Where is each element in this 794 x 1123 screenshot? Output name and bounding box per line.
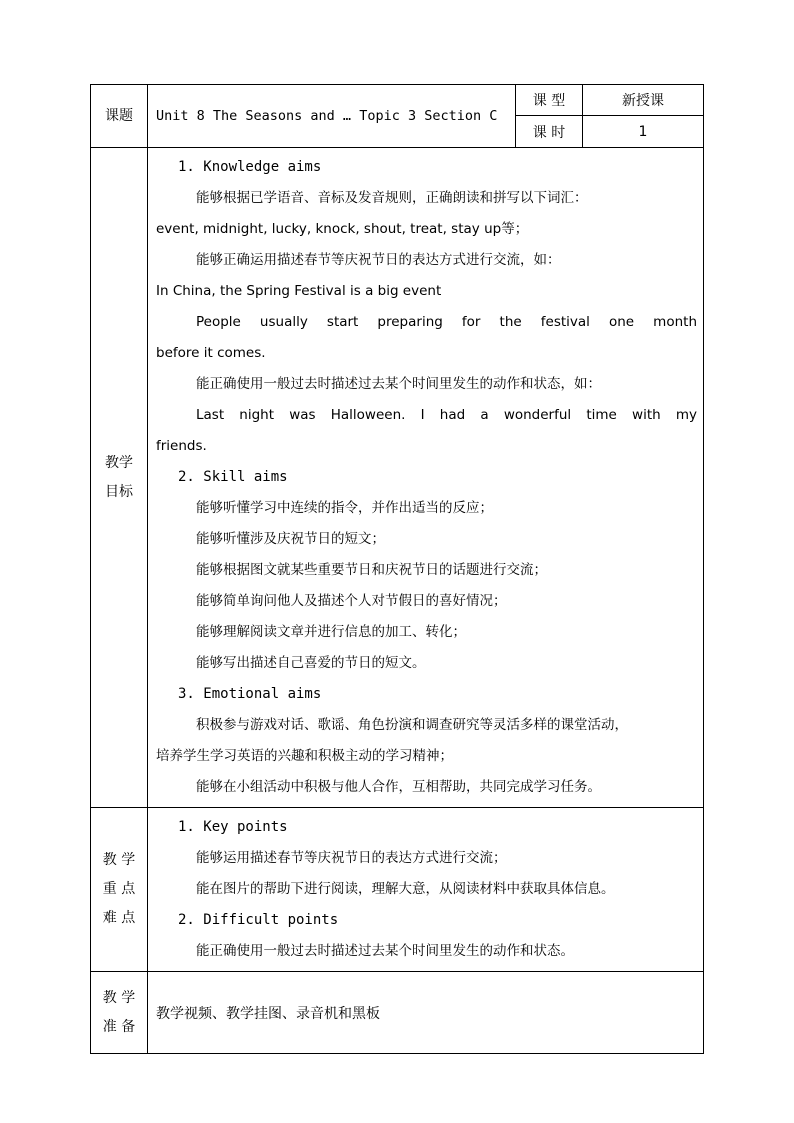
objectives-label-line2: 目标: [105, 483, 133, 500]
example-sentence-2-line2: before it comes.: [156, 345, 266, 361]
emotional-line-2: 培养学生学习英语的兴趣和积极主动的学习精神；: [156, 748, 453, 764]
preparation-label-line2: 准 备: [102, 1018, 136, 1035]
emotional-line-1: 积极参与游戏对话、歌谣、角色扮演和调查研究等灵活多样的课堂活动，: [196, 717, 628, 733]
focus-row: [91, 808, 704, 972]
preparation-label-line1: 教 学: [102, 989, 136, 1006]
focus-label-line1: 教 学: [102, 852, 136, 868]
focus-label-line3: 难 点: [102, 910, 136, 926]
header-row-1: [91, 85, 704, 116]
lesson-plan-table: [90, 84, 704, 1054]
key-points-heading: 1. Key points: [178, 819, 288, 835]
objectives-row: [91, 148, 704, 808]
skill-item: 能够理解阅读文章并进行信息的加工、转化；: [196, 624, 466, 640]
focus-label-line2: 重 点: [102, 881, 136, 897]
skill-item: 能够听懂学习中连续的指令，并作出适当的反应；: [196, 500, 493, 516]
topic-value: Unit 8 The Seasons and … Topic 3 Section C: [148, 85, 516, 148]
skill-item: 能够写出描述自己喜爱的节日的短文。: [196, 655, 426, 671]
knowledge-intro: 能够根据已学语音、音标及发音规则，正确朗读和拼写以下词汇：: [196, 190, 588, 206]
example-sentence-3-line2: friends.: [156, 438, 207, 454]
past-tense-intro: 能正确使用一般过去时描述过去某个时间里发生的动作和状态，如：: [196, 376, 601, 392]
key-point-2: 能在图片的帮助下进行阅读，理解大意，从阅读材料中获取具体信息。: [196, 881, 615, 897]
example-sentence-3-line1: Last night was Halloween. I had a wonderful time with my: [196, 407, 697, 423]
expression-intro: 能够正确运用描述春节等庆祝节日的表达方式进行交流，如：: [196, 252, 561, 268]
preparation-label: [91, 972, 148, 1054]
objectives-label-line1: 教学: [105, 454, 133, 471]
skill-heading: 2. Skill aims: [178, 469, 288, 485]
emotional-line-3: 能够在小组活动中积极与他人合作，互相帮助，共同完成学习任务。: [196, 779, 601, 795]
type-value: 新授课: [583, 85, 704, 116]
vocab-list: event, midnight, lucky, knock, shout, treat, stay up等；: [156, 221, 529, 237]
skill-item: 能够简单询问他人及描述个人对节假日的喜好情况；: [196, 593, 507, 609]
skill-item: 能够根据图文就某些重要节日和庆祝节日的话题进行交流；: [196, 562, 547, 578]
emotional-heading: 3. Emotional aims: [178, 686, 322, 702]
difficult-points-heading: 2. Difficult points: [178, 912, 339, 928]
skill-item: 能够听懂涉及庆祝节日的短文；: [196, 531, 385, 547]
topic-label: 课题: [91, 85, 148, 148]
knowledge-heading: 1. Knowledge aims: [178, 159, 322, 175]
period-label: 课 时: [516, 116, 583, 148]
example-sentence-1: In China, the Spring Festival is a big event: [156, 283, 442, 299]
objectives-content: [148, 148, 704, 808]
type-label: 课 型: [516, 85, 583, 116]
focus-label: [91, 808, 148, 972]
example-sentence-2-line1: People usually start preparing for the festival one month: [196, 314, 697, 330]
period-value: 1: [583, 116, 704, 148]
key-point-1: 能够运用描述春节等庆祝节日的表达方式进行交流；: [196, 850, 507, 866]
focus-content: [148, 808, 704, 972]
preparation-row: [91, 972, 704, 1054]
preparation-value: 教学视频、教学挂图、录音机和黑板: [148, 972, 704, 1054]
difficult-point-1: 能正确使用一般过去时描述过去某个时间里发生的动作和状态。: [196, 943, 574, 959]
objectives-label: [91, 148, 148, 808]
